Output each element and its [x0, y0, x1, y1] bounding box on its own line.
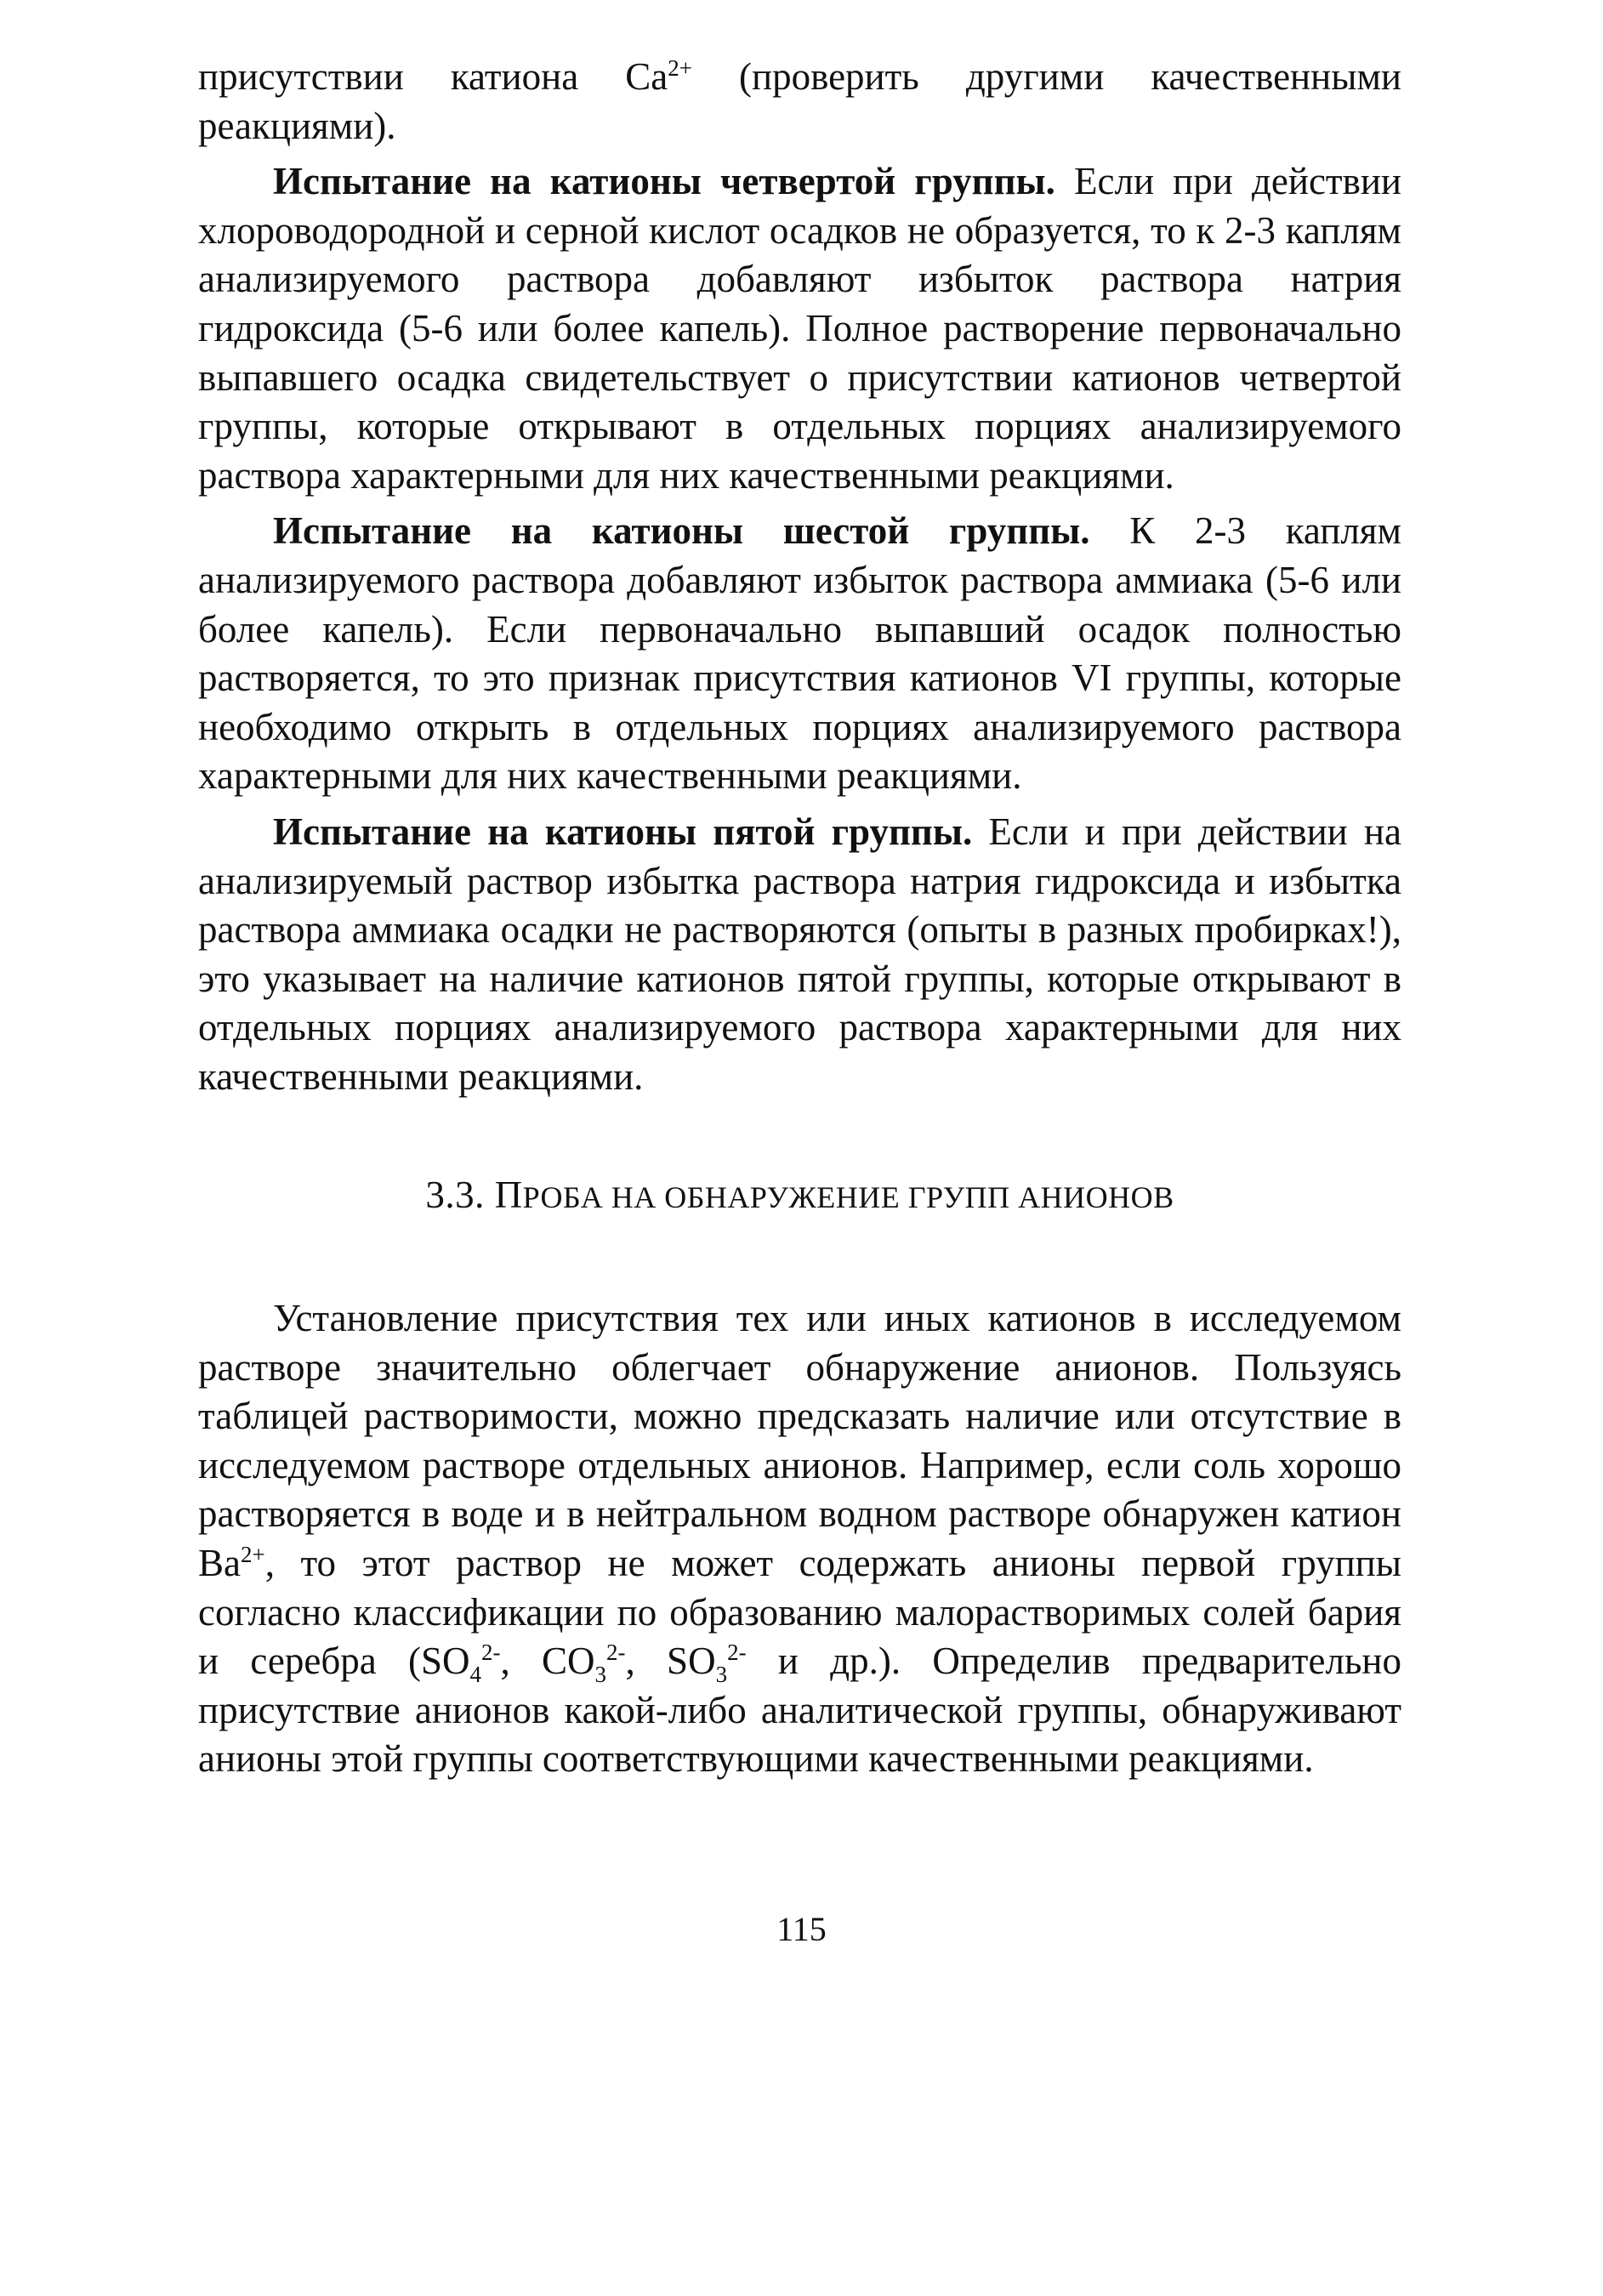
- group5-paragraph: [198, 808, 1401, 1102]
- anions-text-2: , то этот раствор не может содержать анионы первой группы согласно классификации по образованию малорастворимых солей бария и серебра (SO: [198, 1542, 1401, 1683]
- so3-charge: 2-: [727, 1640, 747, 1666]
- ba-ion-charge: 2+: [241, 1542, 265, 1568]
- group5-title: Испытание на катионы пятой группы.: [273, 810, 973, 853]
- group6-title: Испытание на катионы шестой группы.: [273, 509, 1090, 553]
- group4-paragraph: [198, 157, 1401, 500]
- anions-paragraph: [198, 1294, 1401, 1784]
- co3-subscript: 3: [594, 1662, 607, 1688]
- section-heading: [198, 1171, 1401, 1223]
- group6-text: К 2-3 каплям анализируемого раствора добавляют избыток раствора аммиака (5-6 или более капель). Если первоначально выпавший осадок полностью растворяется, то это признак присутствия катионов VI группы, которые необходимо открыть в отдельных порциях анализируемого раствора характерными для них качественными реакциями.: [198, 509, 1401, 798]
- so4-subscript: 4: [469, 1662, 481, 1688]
- page-number: 115: [776, 1910, 827, 1948]
- co3-charge: 2-: [606, 1640, 626, 1666]
- group5-text: Если и при действии на анализируемый раствор избытка раствора натрия гидроксида и избытка раствора аммиака осадки не растворяются (опыты в разных пробирках!), это указывает на наличие катионов пятой группы, которые открывают в отдельных порциях анализируемого раствора характерными для них качественными реакциями.: [198, 810, 1401, 1098]
- group4-title: Испытание на катионы четвертой группы.: [273, 160, 1055, 203]
- page-content: [198, 53, 1401, 1784]
- section-number: 3.3.: [425, 1174, 495, 1217]
- intro-text: присутствии катиона Ca: [198, 55, 668, 98]
- so3-subscript: 3: [715, 1662, 728, 1688]
- anions-text-5: и др.). Определив предварительно присутствие анионов какой-либо аналитической группы, обнаруживают анионы этой группы соответствующими качественными реакциями.: [198, 1640, 1402, 1781]
- anions-text-4: , SO: [625, 1640, 716, 1683]
- group6-paragraph: [198, 507, 1401, 801]
- anions-text-3: , CO: [500, 1640, 595, 1683]
- anions-text-1: Установление присутствия тех или иных катионов в исследуемом растворе значительно облегчает обнаружение анионов. Пользуясь таблицей растворимости, можно предсказать наличие или отсутствие в исследуемом растворе отдельных анионов. Например, если соль хорошо растворяется в воде и в нейтральном водном растворе обнаружен катион Ba: [198, 1297, 1401, 1585]
- section-title-rest: РОБА НА ОБНАРУЖЕНИЕ ГРУПП АНИОНОВ: [522, 1180, 1174, 1215]
- ca-ion-charge: 2+: [668, 55, 692, 81]
- section-title-initial: П: [494, 1174, 523, 1217]
- intro-paragraph: [198, 53, 1401, 151]
- so4-charge: 2-: [480, 1640, 501, 1666]
- group4-text: Если при действии хлороводородной и серной кислот осадков не образуется, то к 2-3 каплям анализируемого раствора добавляют избыток раствора натрия гидроксида (5-6 или более капель). Полное растворение первоначально выпавшего осадка свидетельствует о присутствии катионов четвертой группы, которые открывают в отдельных порциях анализируемого раствора характерными для них качественными реакциями.: [198, 160, 1401, 497]
- intro-text-end: (проверить другими качественными реакциями).: [198, 55, 1402, 147]
